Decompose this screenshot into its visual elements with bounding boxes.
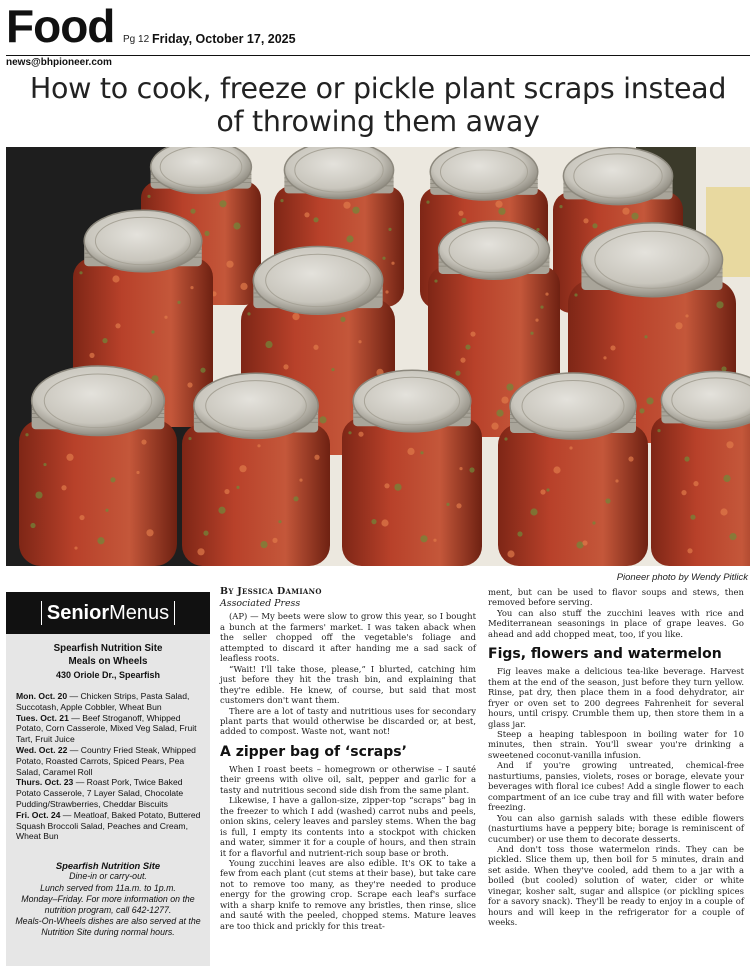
footer-title: Spearfish Nutrition Site	[55, 860, 161, 872]
paragraph: (AP) — My beets were slow to grow this year, so I bought a bunch at the farmers' market. I was taken aback when the seller chopped off the vegetable's foliage and attempted to discard it after handing me a sad sack of leafless roots.	[220, 611, 476, 664]
paragraph: Steep a heaping tablespoon in boiling water for 10 minutes, then strain. You'll swear you're drinking a sweetened coconut-vanilla infusion.	[488, 728, 744, 760]
menu-text: — Country Fried Steak, Whipped Potato, Roasted Carrots, Spiced Pears, Pea Salad, Caramel Roll	[16, 744, 196, 777]
footer-line: Meals-On-Wheels dishes are also served at the Nutrition Site during normal hours.	[15, 916, 201, 938]
contact-email[interactable]: news@bhpioneer.com	[6, 57, 112, 68]
footer-line: Monday–Friday. For more information on the nutrition program, call 642-1277.	[21, 893, 195, 915]
senior-menus-title	[41, 601, 175, 625]
subhead-zipper-bag: A zipper bag of ‘scraps’	[220, 743, 407, 760]
byline-prefix: By	[220, 586, 234, 597]
footer-line: Lunch served from 11a.m. to 1p.m.	[40, 882, 176, 893]
paragraph: You can also garnish salads with these edible flowers (nasturtiums have a peppery bite; borage is reminiscent of cucumber) or use them to decorate desserts.	[488, 812, 744, 844]
article-photo	[6, 147, 750, 566]
menu-entry-mon	[16, 691, 202, 713]
menu-entry-tue	[16, 713, 202, 745]
menu-text: — Meatloaf, Baked Potato, Buttered Squash Broccoli Salad, Peaches and Cream, Wheat Bun	[16, 809, 201, 842]
author-name: Jessica Damiano	[237, 586, 322, 597]
article-column-2	[488, 587, 744, 928]
menu-day: Fri. Oct. 24	[16, 809, 61, 820]
page-number: Pg 12	[123, 34, 150, 45]
site-name	[6, 642, 210, 668]
title-bold: Senior	[46, 602, 110, 624]
photo-credit: Pioneer photo by Wendy Pitlick	[616, 572, 748, 583]
site-address: 430 Oriole Dr., Spearfish	[55, 670, 161, 680]
affiliation: Associated Press	[220, 598, 301, 610]
jar	[182, 373, 330, 566]
jar	[498, 373, 648, 566]
paragraph: When I roast beets – homegrown or otherwise – I sauté their greens with olive oil, salt, pepper and garlic for a tasty and nutritious second side dish from the same plant.	[220, 763, 476, 795]
menu-day: Tues. Oct. 21	[16, 712, 69, 723]
title-light: Menus	[109, 602, 170, 624]
menu-day: Mon. Oct. 20	[16, 691, 68, 701]
paragraph: Young zucchini leaves are also edible. It's OK to take a few from each plant (cut stems at their base), but take care not to remove too many, as they're needed to produce energy for the growing crop. Scrape each leaf's surface with a sharp knife to remove any bristles, then rinse, slice and sauté with the peeled, chopped stems. Mature leaves are too thick and prickly for this treat-	[220, 857, 476, 931]
jar	[19, 366, 177, 566]
menu-entry-wed	[16, 745, 202, 777]
headline: How to cook, freeze or pickle plant scraps instead of throwing them away	[29, 72, 727, 138]
paragraph: Likewise, I have a gallon-size, zipper-top “scraps” bag in the freezer to which I add (washed) carrot nubs and peels, onion skins, celery leaves and parsley stems. When the bag is full, I empty its contents into a stockpot with chicken and water, simmer it for a couple of hours, and then strain it for a flavorful and nutrient-rich soup base or broth.	[220, 795, 476, 858]
menu-entry-fri	[16, 810, 202, 842]
menu-entry-thu	[16, 777, 202, 809]
masthead	[6, 2, 750, 52]
jar	[342, 370, 482, 566]
sidebar-footer	[12, 860, 204, 938]
menu-text: — Roast Pork, Twice Baked Potato Casserole, 7 Layer Salad, Chocolate Pudding/Strawberries, Cheddar Biscuits	[16, 777, 184, 809]
section-title: Food	[6, 0, 115, 52]
paragraph: And if you're growing untreated, chemical-free nasturtiums, pansies, violets, roses or borage, elevate your beverages with floral ice cubes! Add a single flower to each compartment of an ice cube tray and fill with water before freezing.	[488, 760, 744, 813]
paragraph: And don't toss those watermelon rinds. They can be pickled. Slice them up, then boil for 5 minutes, drain and set aside. When they've cooled, add them to a jar with a boiled (but cooled) solution of water, cider or white vinegar, kosher salt, sugar and allspice (or pickling spices for a savory snack). They'll be ready to enjoy in a couple of hours and will keep in the refrigerator for a couple of weeks.	[488, 843, 744, 928]
senior-menus-banner	[6, 592, 210, 634]
paragraph: You can also stuff the zucchini leaves with rice and Mediterranean seasonings in place of grape leaves. Go ahead and add chopped meat, too, if you like.	[488, 607, 744, 639]
menu-day: Wed. Oct. 22	[16, 744, 68, 755]
menu-day: Thurs. Oct. 23	[16, 777, 74, 788]
menu-text: — Chicken Strips, Pasta Salad, Succotash, Apple Cobbler, Wheat Bun	[16, 691, 190, 712]
paragraph: Fig leaves make a delicious tea-like beverage. Harvest them at the end of the season, just before they turn yellow. Rinse, pat dry, then place them in a food dehydrator, air fryer or oven set to 200 degrees Fahrenheit for several hours, until crispy. Crumble them up, then store them in a glass jar.	[488, 666, 744, 729]
jar	[651, 371, 750, 566]
paragraph: ment, but can be used to flavor soups and stews, then removed before serving.	[488, 587, 744, 608]
jars-illustration	[6, 147, 750, 566]
menu-list	[16, 691, 202, 842]
byline	[220, 587, 476, 597]
paragraph: There are a lot of tasty and nutritious uses for secondary plant parts that would otherwise be discarded or, at best, added to compost. Waste not, want not!	[220, 705, 476, 737]
subhead-figs-flowers: Figs, flowers and watermelon	[488, 646, 722, 663]
header-rule	[6, 55, 750, 56]
menu-text: — Beef Stroganoff, Whipped Potato, Corn Casserole, Mixed Veg Salad, Fruit Tart, Fruit Juice	[16, 712, 197, 745]
issue-date: Friday, October 17, 2025	[152, 32, 296, 46]
senior-menus-sidebar	[6, 592, 210, 966]
footer-line: Dine-in or carry-out.	[69, 871, 147, 882]
site-line-1: Spearfish Nutrition Site	[53, 643, 163, 654]
site-line-2: Meals on Wheels	[68, 656, 148, 667]
paragraph: “Wait! I'll take those, please,” I blurted, catching him just before they hit the trash bin, and explaining that they're edible. He knew, of course, but said that most customers don't want them.	[220, 663, 476, 706]
article-column-1	[220, 586, 476, 931]
